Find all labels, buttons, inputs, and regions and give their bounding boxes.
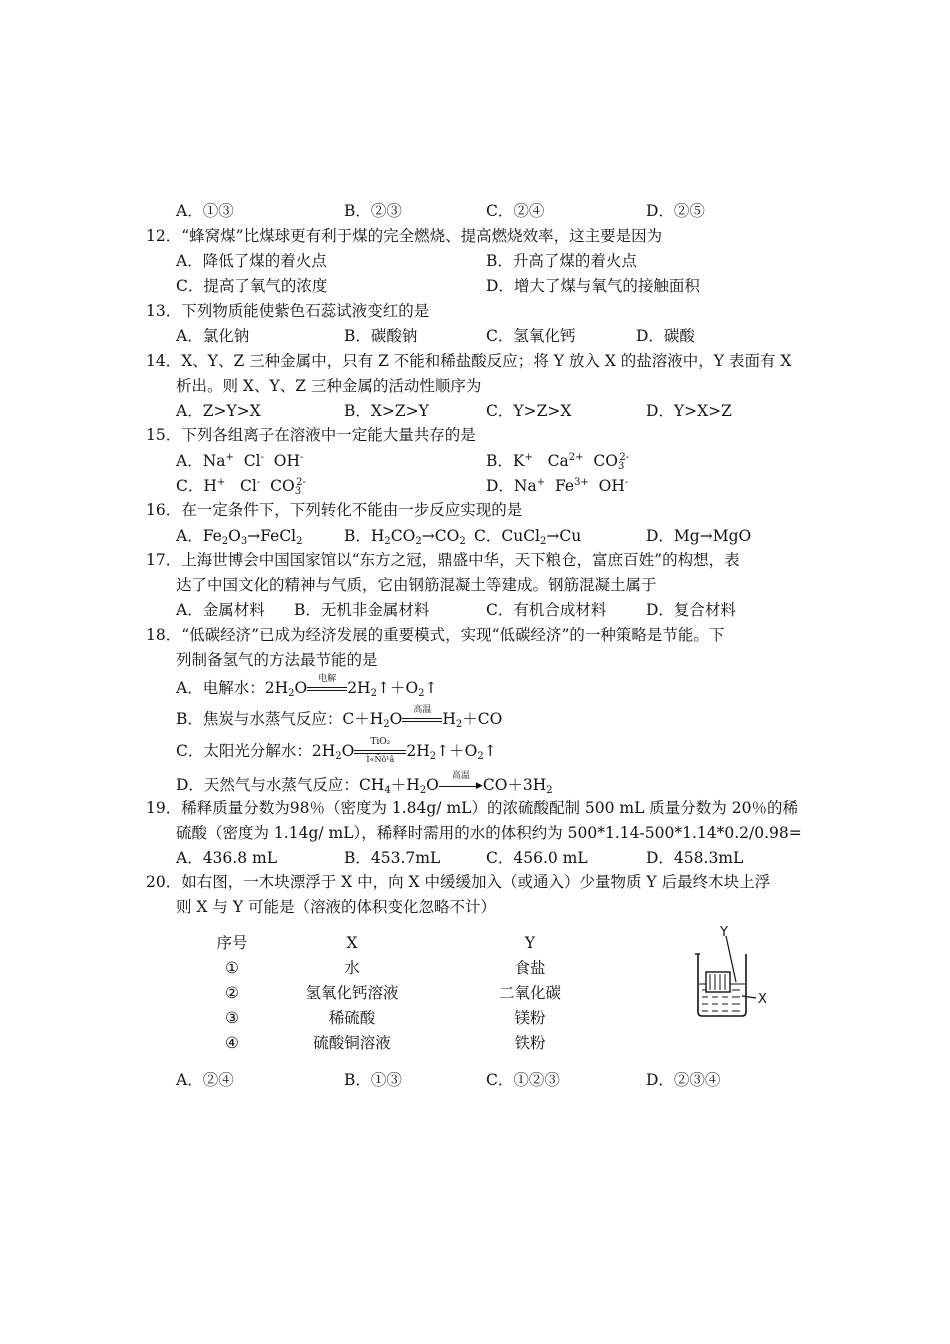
- q18-option-b: B．焦炭与水蒸气反应：$C+H_2O$ 高温 $H_2+CO$: [176, 705, 503, 730]
- q19-option-a: A．436.8 mL: [176, 849, 277, 867]
- q18-option-c: C．太阳光分解水：$2H_2O$ TiO₂ Ì«Ñô¹â $2H_2↑+O_2↑$: [176, 737, 497, 764]
- q15-stem: 15．下列各组离子在溶液中一定能大量共存的是: [146, 426, 476, 444]
- q20-stem-line1: 20．如右图，一木块漂浮于 X 中，向 X 中缓缓加入（或通入）少量物质 Y 后最终木块上浮: [146, 873, 771, 891]
- q18-stem-line2: 列制备氢气的方法最节能的是: [176, 651, 378, 669]
- q13-option-c: C．氢氧化钙: [486, 327, 576, 345]
- q19-option-d: D．458.3mL: [646, 849, 744, 867]
- q20-row-3-index: ③: [225, 1009, 239, 1027]
- q15-option-a: A．Na+ Cl- OH-: [176, 452, 304, 470]
- q20-row-1-x: 水: [344, 959, 360, 977]
- q20-header-y: Y: [524, 934, 536, 952]
- q20-option-a: A．②④: [176, 1071, 234, 1089]
- q13-option-a: A．氯化钠: [176, 327, 250, 345]
- q13-option-b: B．碳酸钠: [344, 327, 418, 345]
- q14-option-d: D．Y>X>Z: [646, 402, 732, 420]
- q19-stem-line1: 19．稀释质量分数为98％（密度为 1.84g/ mL）的浓硫酸配制 500 mL 质量分数为 20％的稀: [146, 799, 798, 817]
- q19-stem-line2: 硫酸（密度为 1.14g/ mL），稀释时需用的水的体积约为 500*1.14-500*1.14*0.2/0.98=: [176, 824, 802, 842]
- q13-option-d: D．碳酸: [636, 327, 695, 345]
- q13-stem: 13．下列物质能使紫色石蕊试液变红的是: [146, 302, 430, 320]
- q20-row-2-index: ②: [225, 984, 239, 1002]
- q12-option-b: B．升高了煤的着火点: [486, 252, 637, 270]
- q20-row-4-index: ④: [225, 1034, 239, 1052]
- q17-option-d: D．复合材料: [646, 601, 736, 619]
- q11-option-b: B．②③: [344, 202, 402, 220]
- q17-stem-line2: 达了中国文化的精神与气质，它由钢筋混凝土等建成。钢筋混凝土属于: [176, 576, 657, 594]
- figure-label-y: Y: [720, 925, 728, 940]
- q14-stem-line1: 14．X、Y、Z 三种金属中，只有 Z 不能和稀盐酸反应；将 Y 放入 X 的盐溶液中，Y 表面有 X: [146, 352, 792, 370]
- q20-header-index: 序号: [216, 934, 248, 952]
- q14-option-a: A．Z>Y>X: [176, 402, 261, 420]
- figure-label-x: X: [758, 992, 767, 1007]
- q12-option-c: C．提高了氧气的浓度: [176, 277, 328, 295]
- q17-stem-line1: 17．上海世博会中国国家馆以“东方之冠，鼎盛中华，天下粮仓，富庶百姓”的构想，表: [146, 551, 740, 569]
- q14-stem-line2: 析出。则 X、Y、Z 三种金属的活动性顺序为: [176, 377, 482, 395]
- q20-header-x: X: [346, 934, 358, 952]
- q12-stem: 12．“蜂窝煤”比煤球更有利于煤的完全燃烧、提高燃烧效率，这主要是因为: [146, 227, 663, 245]
- q16-option-b: B．$H_2CO_2\to CO_2$: [344, 527, 466, 547]
- q15-option-c: C．H+ Cl- $CO_3^{2-}$: [176, 477, 306, 497]
- q11-option-d: D．②⑤: [646, 202, 705, 220]
- q16-stem: 16．在一定条件下，下列转化不能由一步反应实现的是: [146, 501, 523, 519]
- q18-stem-line1: 18．“低碳经济”已成为经济发展的重要模式，实现“低碳经济”的一种策略是节能。下: [146, 626, 725, 644]
- q20-row-1-y: 食盐: [514, 959, 546, 977]
- q12-option-a: A．降低了煤的着火点: [176, 252, 327, 270]
- reaction-condition-sign: TiO₂ Ì«Ñô¹â: [354, 741, 406, 761]
- q17-option-b: B．无机非金属材料: [294, 601, 430, 619]
- q20-option-d: D．②③④: [646, 1071, 721, 1089]
- q16-option-c: C．CuCl$_2$→Cu: [474, 527, 582, 547]
- q20-row-2-y: 二氧化碳: [498, 984, 561, 1002]
- q18-option-a: A．电解水：$2H_2O$ 电解 $2H_2↑+O_2↑$: [176, 674, 438, 699]
- reaction-arrow: 高温 ▶: [439, 775, 483, 795]
- q18-option-d: D．天然气与水蒸气反应：$CH_4+H_2O$ 高温 ▶ $CO+3H_2$: [176, 771, 553, 796]
- q20-row-2-x: 氢氧化钙溶液: [305, 984, 399, 1002]
- reaction-condition-sign: 高温: [402, 709, 442, 729]
- q19-option-b: B．453.7mL: [344, 849, 441, 867]
- q16-option-a: A．$Fe_2O_3\to FeCl_2$: [176, 527, 303, 547]
- q14-option-b: B．X>Z>Y: [344, 402, 429, 420]
- q15-option-d: D．Na+ $Fe^{3+}$ OH-: [486, 477, 629, 495]
- q20-row-3-y: 镁粉: [514, 1009, 546, 1027]
- q11-option-a: A．①③: [176, 202, 234, 220]
- q15-option-b: B．K+ $Ca^{2+}$ $CO_3^{2-}$: [486, 452, 630, 472]
- q20-row-3-x: 稀硫酸: [328, 1009, 376, 1027]
- q20-option-c: C．①②③: [486, 1071, 560, 1089]
- beaker-figure: [690, 924, 780, 1020]
- q17-option-a: A．金属材料: [176, 601, 265, 619]
- q20-row-4-x: 硫酸铜溶液: [313, 1034, 391, 1052]
- q20-stem-line2: 则 X 与 Y 可能是（溶液的体积变化忽略不计）: [176, 898, 496, 916]
- q19-option-c: C．456.0 mL: [486, 849, 588, 867]
- q11-option-c: C．②④: [486, 202, 545, 220]
- q16-option-d: D．Mg→MgO: [646, 527, 752, 545]
- q12-option-d: D．增大了煤与氧气的接触面积: [486, 277, 700, 295]
- q17-option-c: C．有机合成材料: [486, 601, 607, 619]
- reaction-condition-sign: 电解: [307, 678, 347, 698]
- q20-option-b: B．①③: [344, 1071, 402, 1089]
- q20-row-1-index: ①: [225, 959, 239, 977]
- q20-row-4-y: 铁粉: [514, 1034, 546, 1052]
- q14-option-c: C．Y>Z>X: [486, 402, 572, 420]
